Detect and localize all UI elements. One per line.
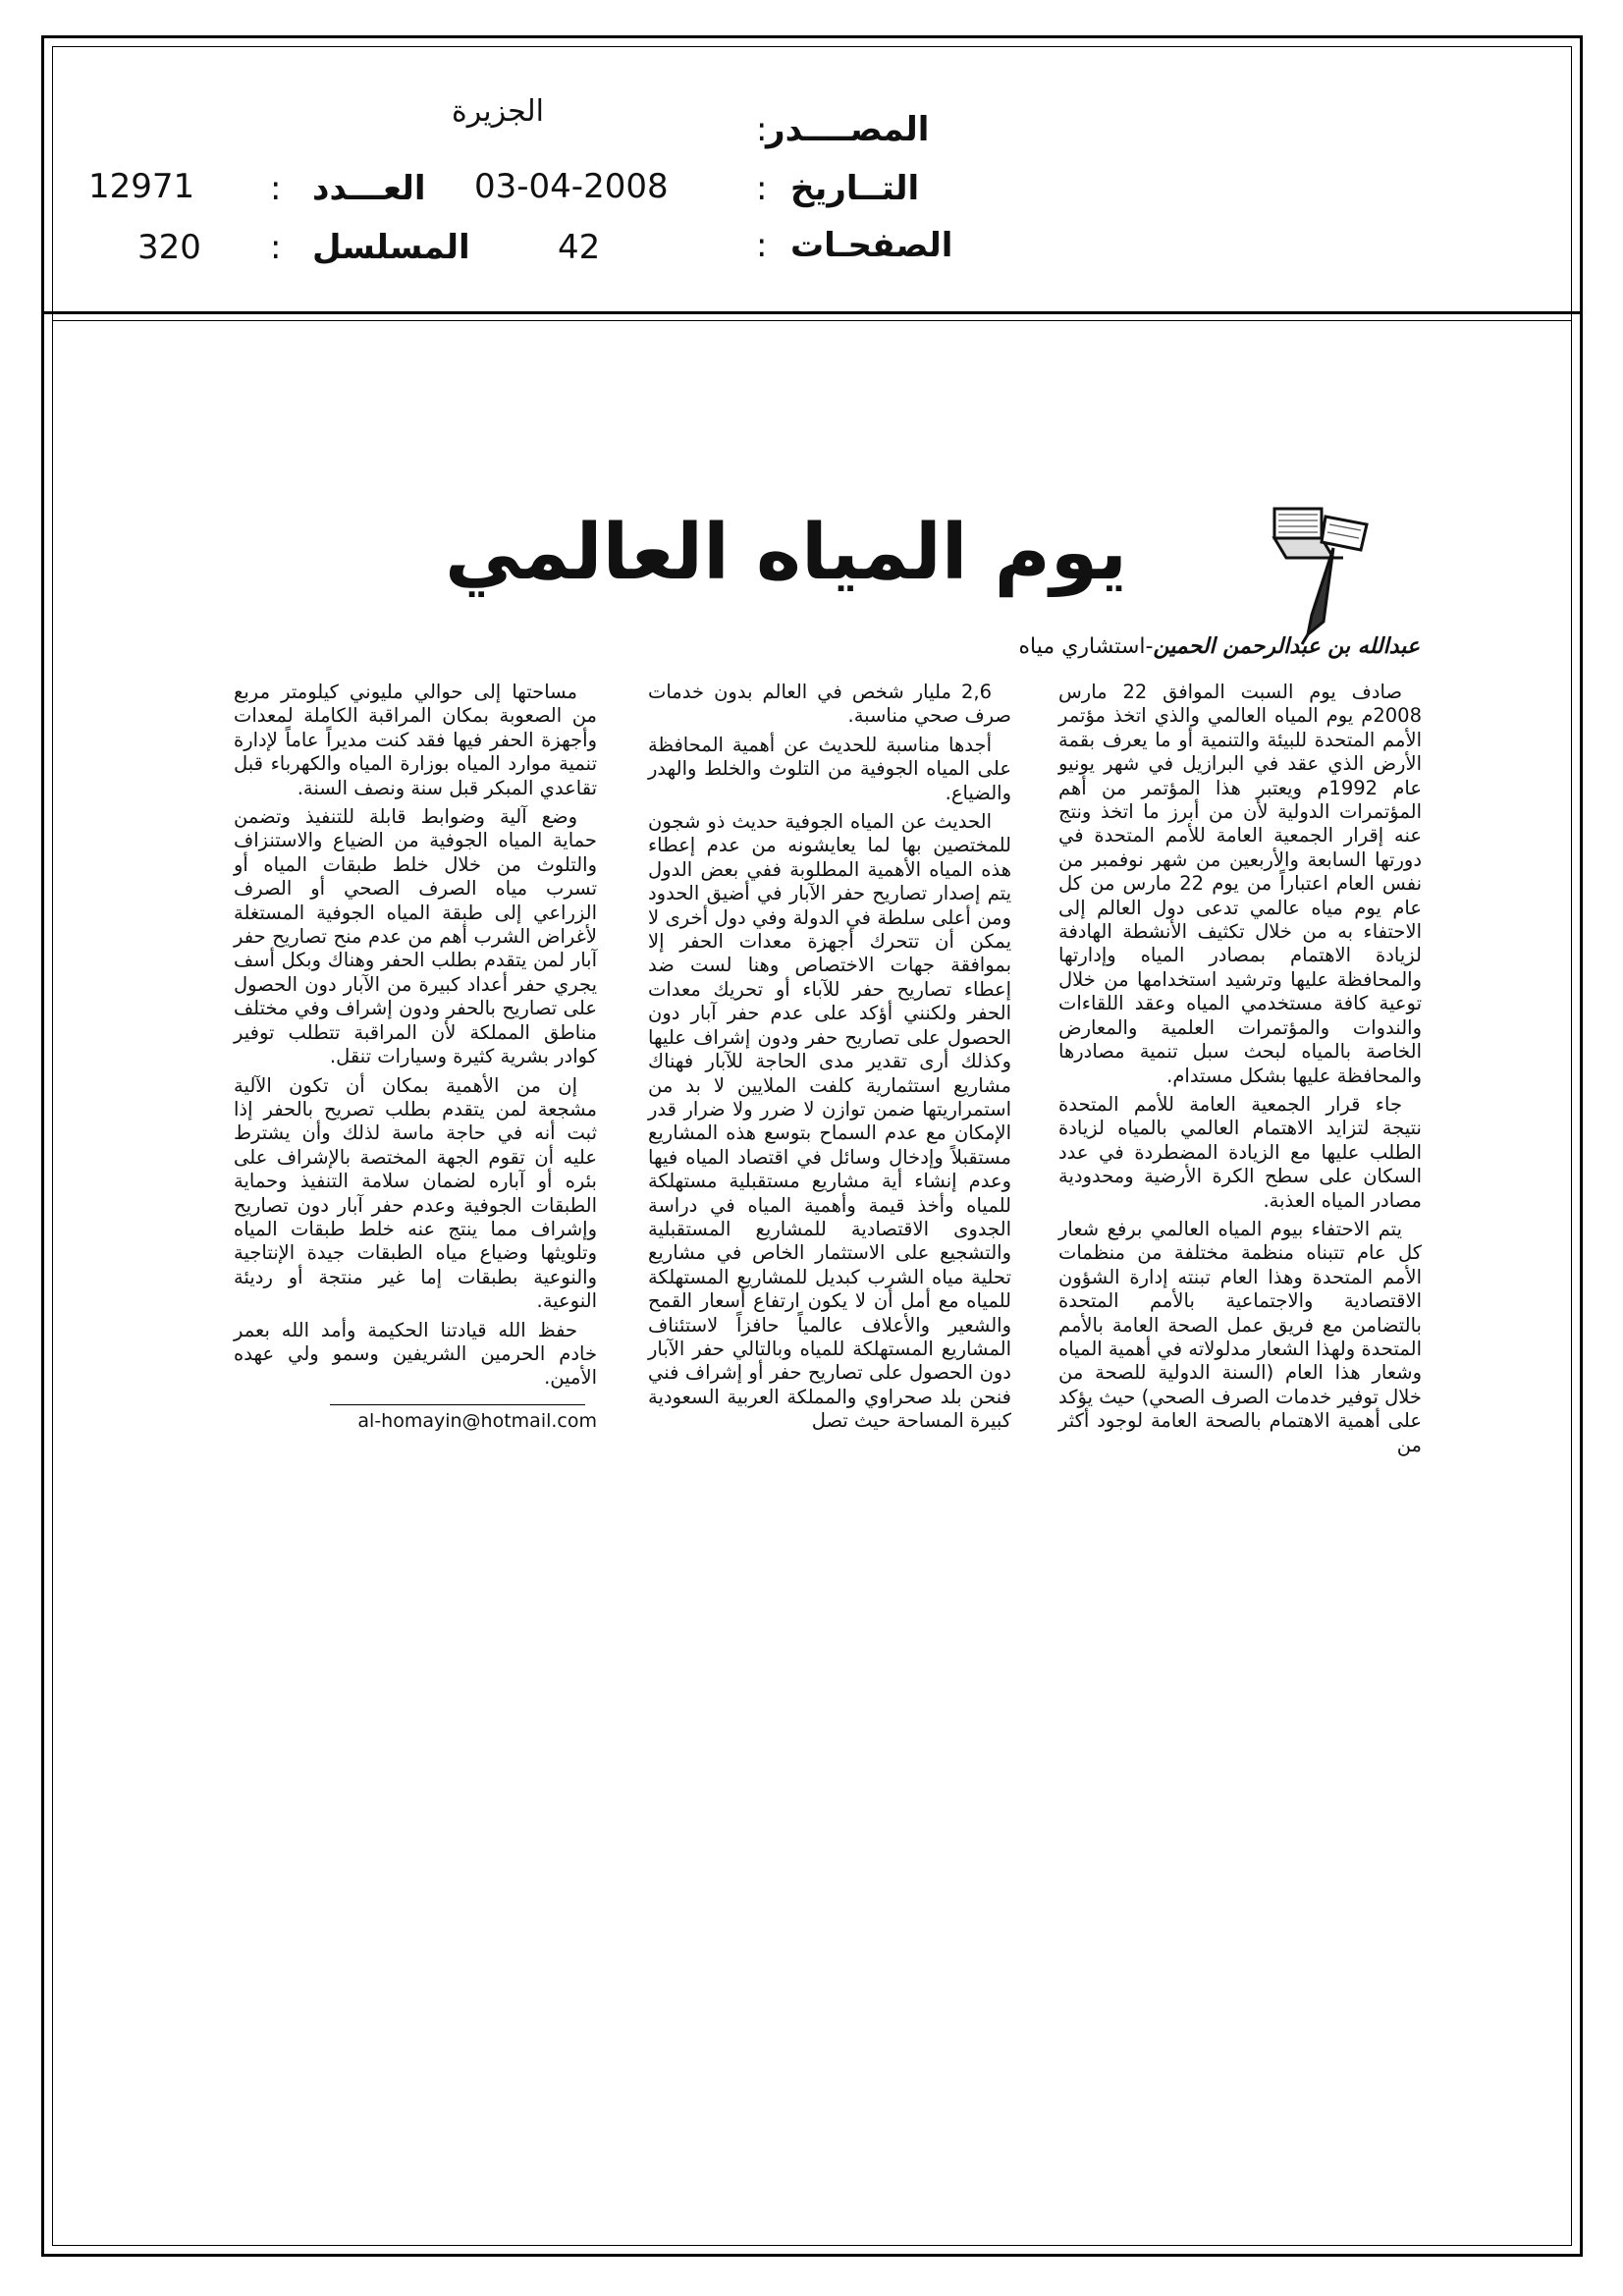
issue-label: العـــدد xyxy=(312,169,426,208)
byline xyxy=(1019,634,1420,659)
date-value: 03-04-2008 xyxy=(474,167,669,206)
column-1 xyxy=(1058,681,1422,1462)
header-divider-inner xyxy=(52,320,1572,321)
author-role: -استشاري مياه xyxy=(1018,634,1154,659)
paragraph: الحديث عن المياه الجوفية حديث ذو شجون للمختصين بها لما يعايشونه من عدم إعطاء هذه المياه الأهمية المطلوبة ففي بعض الدول يتم إصدار تصاريح حفر الآبار في أضيق الحدود ومن أعلى سلطة في الدولة وفي دول أخرى لا يمكن أن تتحرك أجهزة معدات الحفر إلا بموافقة جهات الاختصاص وهنا لست ضد إعطاء تصاريح حفر للآباء أو تحريك معدات الحفر ولكنني أؤكد على عدم حفر آبار دون الحصول على تصاريح حفر ودون إشراف عليها وكذلك أرى تقدير مدى الحاجة للآبار فهناك مشاريع استثمارية كلفت الملايين لا بد من استمراريتها ضمن توازن لا ضرر ولا ضرار قدر الإمكان مع عدم السماح بتوسع هذه المشاريع مستقبلاً وإدخال وسائل في اقتصاد المياه فيها وعدم إنشاء أية مشاريع مستقبلية مستهلكة للمياه وأخذ قيمة وأهمية المياه في دراسة الجدوى الاقتصادية للمشاريع المستقبلية والتشجيع على الاستثمار الخاص في مشاريع تحلية مياه الشرب كبديل للمشاريع المستهلكة للمياه مع أمل أن لا يكون ارتفاع أسعار القمح والشعير والأعلاف عالمياً حافزاً لاستئناف المشاريع المستهلكة للمياه وبالتالي حفر الآبار دون الحصول على تصاريح حفر أو إشراف فني فنحن بلد صحراوي والمملكة العربية السعودية كبيرة المساحة حيث تصل xyxy=(648,810,1011,1433)
column-2 xyxy=(648,681,1011,1439)
paragraph: 2,6 مليار شخص في العالم بدون خدمات صرف صحي مناسبة. xyxy=(648,681,1011,728)
paragraph: مساحتها إلى حوالي مليوني كيلومتر مربع من الصعوبة بمكان المراقبة الكاملة لمعدات وأجهزة الحفر فيها فقد كنت مديراً عاماً لإدارة تنمية موارد المياه بوزارة المياه والكهرباء قبل تقاعدي المبكر قبل سنة ونصف السنة. xyxy=(234,681,597,799)
pages-value: 42 xyxy=(558,228,601,267)
author-name: عبدالله بن عبدالرحمن الحمين xyxy=(1153,634,1420,659)
paragraph: صادف يوم السبت الموافق 22 مارس 2008م يوم المياه العالمي والذي اتخذ مؤتمر الأمم المتحدة للبيئة والتنمية أو ما يعرف بقمة الأرض الذي عقد في البرازيل في شهر يونيو عام 1992م ويعتبر هذا المؤتمر من أهم المؤتمرات الدولية لأن من أبرز ما اتخذ ونتج عنه إقرار الجمعية العامة للأمم المتحدة في دورتها السابعة والأربعين من شهر نوفمبر من نفس العام اعتباراً من يوم 22 مارس من كل عام يوم مياه عالمي تدعى دول العالم إلى الاحتفاء به من خلال تكثيف الأنشطة الهادفة لزيادة الاهتمام بمصادر المياه وإدارتها والمحافظة عليها وترشيد استخدامها من خلال توعية كافة مستخدمي المياه وعقد اللقاءات والندوات والمؤتمرات العلمية والمعارض الخاصة بالمياه لبحث سبل تنمية مصادرها والمحافظة عليها بشكل مستدام. xyxy=(1058,681,1423,1087)
source-colon-mark: : xyxy=(756,110,768,149)
header-divider xyxy=(44,311,1580,314)
article-title: يوم المياه العالمي xyxy=(445,509,1127,597)
column-3 xyxy=(234,681,597,1433)
author-email: al-homayin@hotmail.com xyxy=(357,1409,597,1432)
serial-colon: : xyxy=(270,228,282,267)
issue-value: 12971 xyxy=(88,167,195,206)
paragraph: حفظ الله قيادتنا الحكيمة وأمد الله بعمر خادم الحرمين الشريفين وسمو ولي عهده الأمين. xyxy=(234,1318,597,1390)
date-label: التــاريخ xyxy=(790,169,920,208)
pen-icon xyxy=(1265,499,1382,646)
serial-value: 320 xyxy=(137,228,201,267)
issue-colon: : xyxy=(270,169,282,208)
signature-rule xyxy=(330,1404,585,1405)
paragraph: يتم الاحتفاء بيوم المياه العالمي برفع شعار كل عام تتبناه منظمة مختلفة من منظمات الأمم المتحدة وهذا العام تبنته إدارة الشؤون الاقتصادية والاجتماعية بالأمم المتحدة بالتضامن مع فريق عمل الصحة العامة بالأمم المتحدة ولهذا الشعار مدلولاته في أهمية المياه وشعار هذا العام (السنة الدولية للصحة من خلال توفير خدمات الصرف الصحي) حيث يؤكد على أهمية الاهتمام بالصحة العامة لوجود أكثر من xyxy=(1058,1217,1422,1456)
pages-colon: : xyxy=(756,226,768,265)
serial-label: المسلسل xyxy=(312,228,470,267)
paragraph: وضع آلية وضوابط قابلة للتنفيذ وتضمن حماية المياه الجوفية من الضياع والاستنزاف والتلوث من خلال خلط طبقات المياه أو تسرب مياه الصرف الصحي أو الصرف الزراعي إلى طبقة المياه الجوفية المستغلة لأغراض الشرب أهم من عدم منح تصاريح حفر آبار لمن يتقدم بطلب الحفر وهناك وبكل أسف يجري حفر أعداد كبيرة من الآبار دون الحصول على تصاريح بالحفر ودون إشراف وفي مختلف مناطق المملكة لأن المراقبة تتطلب توفير كوادر بشرية كثيرة وسيارات تنقل. xyxy=(234,805,597,1068)
pages-label: الصفحـات xyxy=(790,226,953,265)
source-label: المصــــدر xyxy=(766,110,930,149)
source-value: الجزيرة xyxy=(452,94,545,129)
paragraph: إن من الأهمية بمكان أن تكون الآلية مشجعة لمن يتقدم بطلب تصريح بالحفر إذا ثبت أنه في حاجة ماسة لذلك وأن يشترط عليه أن تقوم الجهة المختصة بالإشراف على بئره أو آباره لضمان سلامة التنفيذ وحماية الطبقات الجوفية وعدم حفر آبار دون تصاريح وإشراف مما ينتج عنه خلط طبقات المياه وتلويثها وضياع مياه الطبقات جيدة الإنتاجية والنوعية بطبقات إما غير منتجة أو رديئة النوعية. xyxy=(234,1073,597,1313)
paragraph: جاء قرار الجمعية العامة للأمم المتحدة نتيجة لتزايد الاهتمام العالمي بالمياه لزيادة الطلب عليها مع الزيادة المضطردة في عدد السكان على سطح الكرة الأرضية ومحدودية مصادر المياه العذبة. xyxy=(1058,1092,1422,1212)
paragraph: أجدها مناسبة للحديث عن أهمية المحافظة على المياه الجوفية من التلوث والخلط والهدر والضياع. xyxy=(648,733,1011,804)
article-clipping xyxy=(204,469,1422,1599)
date-colon: : xyxy=(756,169,768,208)
